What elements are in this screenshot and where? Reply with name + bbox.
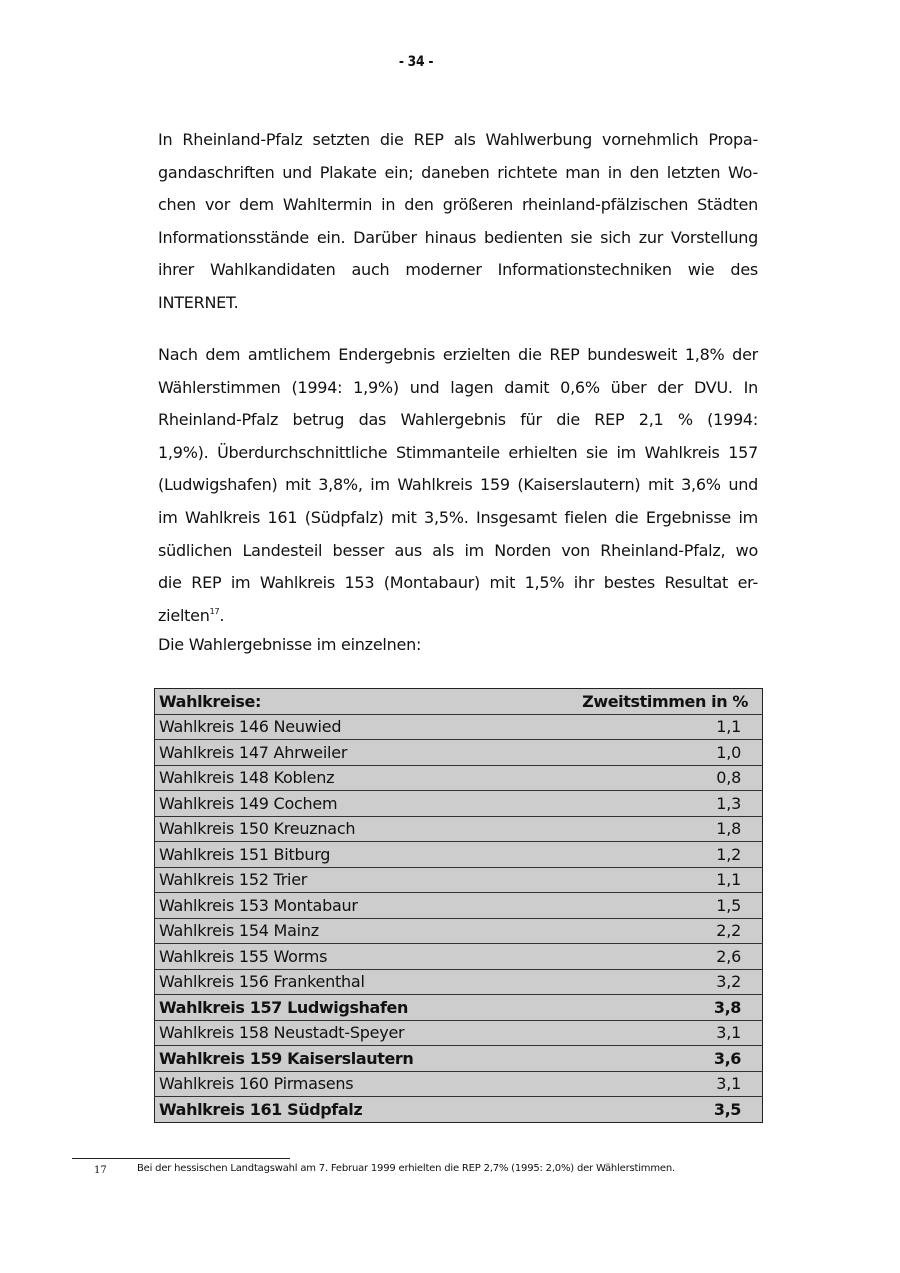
text-line: In Rheinland-Pfalz setzten die REP als Wahlwerbung vornehmlich Propa- [158,130,758,149]
table-row [155,944,763,970]
table-row [155,1020,763,1046]
district-name: Wahlkreis 160 Pirmasens [155,1071,512,1097]
second-votes-percent: 1,8 [512,816,763,842]
text-line [158,600,758,633]
second-votes-percent: 1,1 [512,867,763,893]
paragraph-results [158,339,758,632]
second-votes-percent: 3,2 [512,969,763,995]
district-name: Wahlkreis 158 Neustadt-Speyer [155,1020,512,1046]
table-row [155,740,763,766]
table-body [155,714,763,1122]
text-line: INTERNET. [158,292,239,312]
text-line: südlichen Landesteil besser aus als im Norden von Rheinland-Pfalz, wo [158,540,758,560]
second-votes-percent: 1,5 [512,893,763,919]
second-votes-percent: 2,6 [512,944,763,970]
table-row [155,969,763,995]
table-row [155,842,763,868]
second-votes-percent: 0,8 [512,765,763,791]
text-line: Nach dem amtlichem Endergebnis erzielten die REP bundesweit 1,8% der [158,345,758,364]
district-name: Wahlkreis 161 Südpfalz [155,1097,512,1123]
table-row [155,918,763,944]
text-fragment: . [219,605,225,625]
column-header-second-votes: Zweitstimmen in % [582,691,748,711]
second-votes-percent: 3,6 [512,1046,763,1072]
footnote-number: 17 [94,1165,107,1176]
second-votes-percent: 1,2 [512,842,763,868]
text-line: 1,9%). Überdurchschnittliche Stimmanteile erhielten sie im Wahlkreis 157 [158,442,758,462]
second-votes-percent: 3,1 [512,1071,763,1097]
district-name: Wahlkreis 151 Bitburg [155,842,512,868]
table-row [155,1046,763,1072]
table-row [155,765,763,791]
district-name: Wahlkreis 149 Cochem [155,791,512,817]
text-line: ihrer Wahlkandidaten auch moderner Informationstechniken wie des [158,260,758,280]
results-table [154,688,763,1123]
second-votes-percent: 1,3 [512,791,763,817]
district-name: Wahlkreis 147 Ahrweiler [155,740,512,766]
footnote-reference[interactable]: 17 [209,606,220,616]
district-name: Wahlkreis 154 Mainz [155,918,512,944]
footnote-divider [72,1158,290,1159]
table-row [155,1097,763,1123]
text-line: im Wahlkreis 161 (Südpfalz) mit 3,5%. Insgesamt fielen die Ergebnisse im [158,507,758,527]
text-line: Informationsstände ein. Darüber hinaus bedienten sie sich zur Vorstellung [158,227,758,247]
text-line: Wählerstimmen (1994: 1,9%) und lagen damit 0,6% über der DVU. In [158,377,758,397]
second-votes-percent: 1,0 [512,740,763,766]
text-fragment: zielten [158,605,210,625]
district-name: Wahlkreis 152 Trier [155,867,512,893]
district-name: Wahlkreis 146 Neuwied [155,714,512,740]
table-row [155,893,763,919]
second-votes-percent: 1,1 [512,714,763,740]
text-line: chen vor dem Wahltermin in den größeren rheinland-pfälzischen Städten [158,195,758,215]
paragraph-table-intro [158,629,758,662]
district-name: Wahlkreis 155 Worms [155,944,512,970]
second-votes-percent: 3,8 [512,995,763,1021]
table-row [155,816,763,842]
second-votes-percent: 3,5 [512,1097,763,1123]
text-line: gandaschriften und Plakate ein; daneben richtete man in den letzten Wo- [158,162,758,182]
district-name: Wahlkreis 157 Ludwigshafen [155,995,512,1021]
page-number: - 34 - [398,54,434,70]
district-name: Wahlkreis 153 Montabaur [155,893,512,919]
district-name: Wahlkreis 150 Kreuznach [155,816,512,842]
district-name: Wahlkreis 148 Koblenz [155,765,512,791]
district-name: Wahlkreis 159 Kaiserslautern [155,1046,512,1072]
table-header-row [155,689,763,715]
text-line: Rheinland-Pfalz betrug das Wahlergebnis für die REP 2,1 % (1994: [158,410,758,430]
text-line: Die Wahlergebnisse im einzelnen: [158,635,422,654]
second-votes-percent: 3,1 [512,1020,763,1046]
table-row [155,867,763,893]
district-name: Wahlkreis 156 Frankenthal [155,969,512,995]
table-row [155,1071,763,1097]
table-row [155,714,763,740]
column-header-district: Wahlkreise: [159,691,261,711]
text-line: (Ludwigshafen) mit 3,8%, im Wahlkreis 159 (Kaiserslautern) mit 3,6% und [158,475,758,495]
paragraph-campaign [158,124,758,320]
table-row [155,791,763,817]
footnote-text: Bei der hessischen Landtagswahl am 7. Februar 1999 erhielten die REP 2,7% (1995: 2,0%) der Wählerstimmen. [137,1163,675,1174]
table-row [155,995,763,1021]
text-line: die REP im Wahlkreis 153 (Montabaur) mit 1,5% ihr bestes Resultat er- [158,573,758,593]
second-votes-percent: 2,2 [512,918,763,944]
